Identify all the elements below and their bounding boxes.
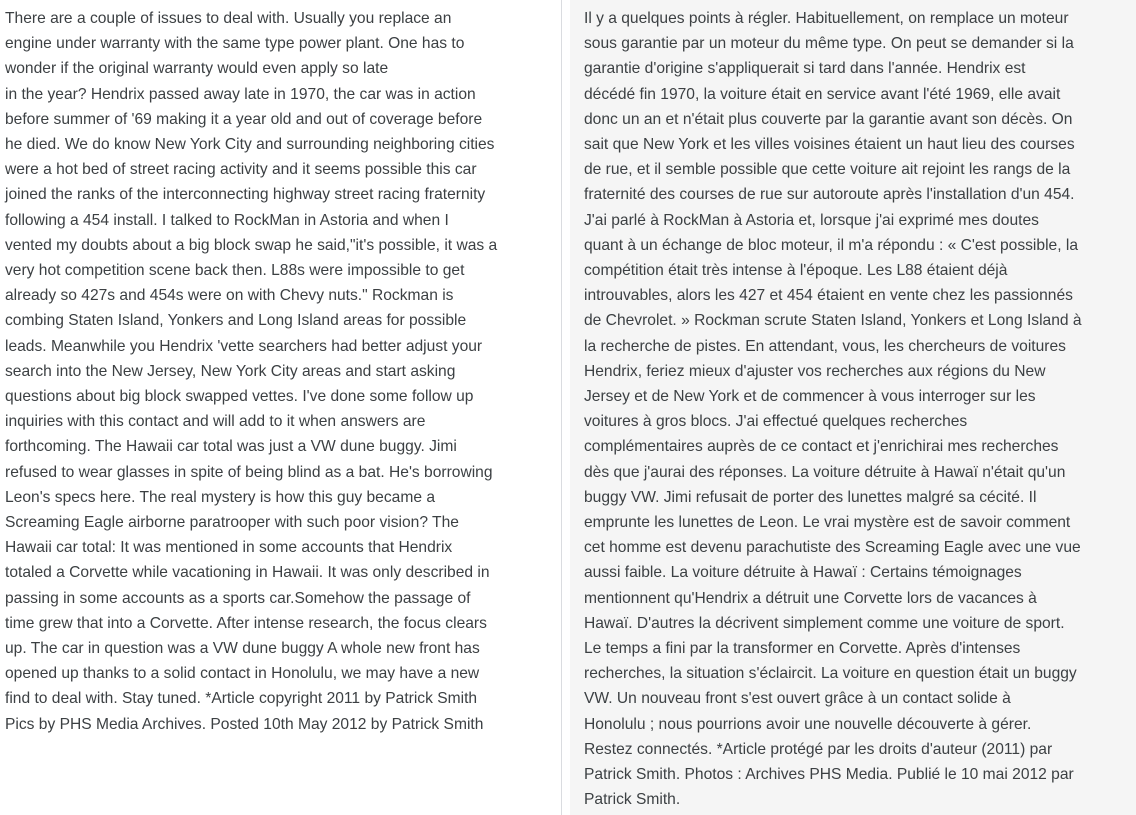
source-line: engine under warranty with the same type power plant. One has to [5, 35, 465, 53]
translation-line: la recherche de pistes. En attendant, vous, les chercheurs de voitures [584, 337, 1066, 355]
source-line: passing in some accounts as a sports car.Somehow the passage of [5, 589, 471, 607]
translation-line: Hendrix, feriez mieux d'ajuster vos recherches aux régions du New [584, 362, 1046, 380]
source-line: Leon's specs here. The real mystery is how this guy became a [5, 488, 435, 506]
source-line: following a 454 install. I talked to RockMan in Astoria and when I [5, 211, 449, 229]
translation-line: de Chevrolet. » Rockman scrute Staten Island, Yonkers et Long Island à [584, 312, 1082, 330]
translation-line: garantie d'origine s'appliquerait si tard dans l'année. Hendrix est [584, 60, 1026, 78]
translation-line: buggy VW. Jimi refusait de porter des lunettes malgré sa cécité. Il [584, 488, 1037, 506]
translation-line: sous garantie par un moteur du même type. On peut se demander si la [584, 35, 1074, 53]
source-line: inquiries with this contact and will add to it when answers are [5, 413, 426, 431]
translation-line: décédé fin 1970, la voiture était en service avant l'été 1969, elle avait [584, 85, 1061, 103]
source-line: leads. Meanwhile you Hendrix 'vette searchers had better adjust your [5, 337, 483, 355]
translation-line: emprunte les lunettes de Leon. Le vrai mystère est de savoir comment [584, 514, 1071, 532]
source-line: combing Staten Island, Yonkers and Long Island areas for possible [5, 312, 467, 330]
translation-line: voitures à gros blocs. J'ai effectué quelques recherches [584, 413, 968, 431]
translation-line: cet homme est devenu parachutiste des Screaming Eagle avec une vue [584, 539, 1081, 557]
panel-divider [561, 0, 562, 815]
source-line: he died. We do know New York City and surrounding neighboring cities [5, 136, 495, 154]
translation-line: VW. Un nouveau front s'est ouvert grâce à un contact solide à [584, 690, 1011, 708]
source-line: opened up thanks to a solid contact in Honolulu, we may have a new [5, 665, 480, 683]
translation-line: J'ai parlé à RockMan à Astoria et, lorsque j'ai exprimé mes doutes [584, 211, 1039, 229]
source-line: find to deal with. Stay tuned. *Article copyright 2011 by Patrick Smith [5, 690, 478, 708]
source-line: There are a couple of issues to deal with. Usually you replace an [5, 10, 452, 27]
source-line: joined the ranks of the interconnecting highway street racing fraternity [5, 186, 486, 204]
source-line: vented my doubts about a big block swap he said,"it's possible, it was a [5, 236, 498, 254]
translation-line: Patrick Smith. [584, 791, 681, 809]
translation-line: aussi faible. La voiture détruite à Hawaï : Certains témoignages [584, 564, 1022, 582]
translation-text-panel[interactable] [570, 0, 1136, 815]
translation-line: compétition était très intense à l'époque. Les L88 étaient déjà [584, 262, 1008, 280]
source-line: refused to wear glasses in spite of being blind as a bat. He's borrowing [5, 463, 493, 481]
translation-line: sait que New York et les villes voisines étaient un haut lieu des courses [584, 136, 1075, 154]
translation-line: introuvables, alors les 427 et 454 étaient en vente chez les passionnés [584, 287, 1073, 305]
source-line: search into the New Jersey, New York City areas and start asking [5, 362, 456, 380]
translation-line: Honolulu ; nous pourrions avoir une nouvelle découverte à gérer. [584, 715, 1032, 733]
translation-line: mentionnent qu'Hendrix a détruit une Corvette lors de vacances à [584, 589, 1037, 607]
source-line: very hot competition scene back then. L88s were impossible to get [5, 262, 465, 280]
source-line: Hawaii car total: It was mentioned in some accounts that Hendrix [5, 539, 453, 557]
translation-line: Il y a quelques points à régler. Habituellement, on remplace un moteur [584, 10, 1069, 27]
source-line: totaled a Corvette while vacationing in Hawaii. It was only described in [5, 564, 490, 582]
source-line: Screaming Eagle airborne paratrooper with such poor vision? The [5, 514, 459, 532]
source-text[interactable] [5, 6, 521, 737]
source-line: wonder if the original warranty would even apply so late [5, 60, 389, 78]
translation-text[interactable] [584, 6, 1098, 813]
translation-line: quant à un échange de bloc moteur, il m'a répondu : « C'est possible, la [584, 236, 1079, 254]
translation-line: Restez connectés. *Article protégé par les droits d'auteur (2011) par [584, 740, 1053, 758]
translation-line: Le temps a fini par la transformer en Corvette. Après d'intenses [584, 640, 1021, 658]
translation-line: fraternité des courses de rue sur autoroute après l'installation d'un 454. [584, 186, 1075, 204]
source-line: Pics by PHS Media Archives. Posted 10th May 2012 by Patrick Smith [5, 715, 484, 733]
source-line: time grew that into a Corvette. After intense research, the focus clears [5, 614, 487, 632]
translation-line: complémentaires auprès de ce contact et j'enrichirai mes recherches [584, 438, 1059, 456]
source-line: in the year? Hendrix passed away late in 1970, the car was in action [5, 85, 476, 103]
translation-line: donc un an et n'était plus couverte par la garantie avant son décès. On [584, 110, 1073, 128]
source-line: already so 427s and 454s were on with Chevy nuts." Rockman is [5, 287, 454, 305]
source-line: questions about big block swapped vettes. I've done some follow up [5, 388, 474, 406]
translation-line: Hawaï. D'autres la décrivent simplement comme une voiture de sport. [584, 614, 1065, 632]
translation-line: Jersey et de New York et de commencer à vous interroger sur les [584, 388, 1036, 406]
source-line: before summer of '69 making it a year old and out of coverage before [5, 110, 483, 128]
translation-line: recherches, la situation s'éclaircit. La voiture en question était un buggy [584, 665, 1077, 683]
translation-line: dès que j'aurai des réponses. La voiture détruite à Hawaï n'était qu'un [584, 463, 1066, 481]
source-line: up. The car in question was a VW dune buggy A whole new front has [5, 640, 480, 658]
source-text-panel[interactable] [0, 0, 561, 815]
source-line: were a hot bed of street racing activity and it seems possible this car [5, 161, 477, 179]
translation-line: de rue, et il semble possible que cette voiture ait rejoint les rangs de la [584, 161, 1071, 179]
source-line: forthcoming. The Hawaii car total was just a VW dune buggy. Jimi [5, 438, 457, 456]
translation-line: Patrick Smith. Photos : Archives PHS Media. Publié le 10 mai 2012 par [584, 766, 1074, 784]
